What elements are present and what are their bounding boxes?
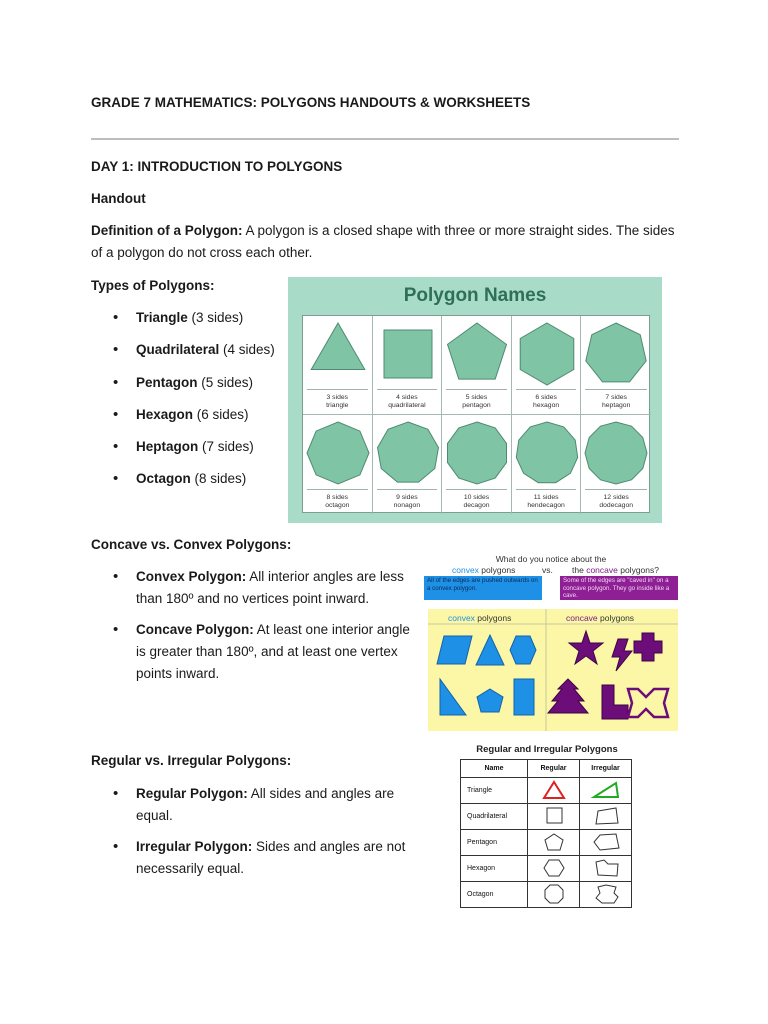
convex-rectangle [514, 679, 534, 715]
list-item: • Triangle (3 sides) [91, 307, 291, 329]
table-row: Hexagon [461, 856, 632, 882]
list-item: • Pentagon (5 sides) [91, 372, 291, 394]
irregular-triangle-shape [590, 779, 622, 801]
concave-convex-heading: Concave vs. Convex Polygons: [91, 537, 292, 552]
octagon-shape [303, 415, 373, 487]
concave-bowtie [628, 689, 668, 717]
polygon-sides-label: 5 sides [465, 394, 488, 401]
polygon-caption [581, 494, 651, 510]
dodecagon-polygon [585, 422, 647, 484]
polygon-name-label: hexagon [533, 402, 560, 409]
irregular-quadrilateral-shape [590, 805, 622, 827]
regular-irregular-heading: Regular vs. Irregular Polygons: [91, 753, 292, 768]
caption-divider [446, 489, 507, 490]
regular-octagon-shape [540, 883, 568, 905]
concave-convex-list [91, 566, 421, 685]
regular-pentagon-shape [540, 831, 568, 853]
figure-question-concave: the concave polygons? [572, 565, 659, 575]
list-item: • Octagon (8 sides) [91, 468, 291, 490]
concave-panel-header: concave polygons [566, 613, 635, 623]
table-row: Pentagon [461, 830, 632, 856]
polygon-cell-dodecagon [581, 415, 651, 514]
caption-divider [585, 389, 647, 390]
table-row: Octagon [461, 882, 632, 908]
convex-concave-figure [424, 552, 678, 734]
polygon-cell-triangle [303, 316, 373, 415]
caption-divider [516, 489, 577, 490]
polygon-sides-label: 8 sides [326, 494, 349, 501]
triangle-polygon [311, 323, 365, 370]
polygon-sides-label: 10 sides [463, 494, 490, 501]
polygon-name-label: hendecagon [527, 502, 565, 509]
caption-divider [377, 389, 438, 390]
table-header: Irregular [580, 760, 632, 778]
polygon-sides-label: 12 sides [603, 494, 629, 501]
decagon-polygon [448, 422, 507, 484]
types-heading: Types of Polygons: [91, 278, 215, 293]
polygon-cell-hendecagon [512, 415, 582, 514]
convex-hexagon [510, 636, 536, 664]
day1-heading: DAY 1: INTRODUCTION TO POLYGONS [91, 159, 343, 174]
polygon-caption [303, 394, 372, 410]
definition-text: A polygon is a closed shape with three or more straight sides. The sides of a polygon do not cross each other. [91, 223, 675, 260]
definition-label: Definition of a Polygon: [91, 223, 243, 238]
convex-parallelogram [437, 636, 472, 664]
regular-irregular-list [91, 783, 431, 880]
polygon-cell-decagon [442, 415, 512, 514]
polygon-sides-label: 6 sides [535, 394, 557, 401]
table-header: Name [461, 760, 528, 778]
table-header: Regular [528, 760, 580, 778]
pentagon-shape [442, 316, 512, 388]
title-divider [91, 138, 679, 140]
regular-irregular-title: Regular and Irregular Polygons [476, 744, 618, 755]
document-title: GRADE 7 MATHEMATICS: POLYGONS HANDOUTS & WORKSHEETS [91, 95, 531, 110]
polygon-sides-label: 3 sides [326, 394, 349, 401]
concave-note: Some of the edges are "caved in" on a concave polygon. They go inside like a cave. [560, 576, 678, 600]
concave-l-shape [602, 685, 628, 719]
convex-concave-shapes [428, 609, 678, 731]
hendecagon-polygon [516, 422, 577, 483]
polygon-name-label: heptagon [602, 402, 631, 409]
polygon-cell-heptagon [581, 316, 651, 415]
decagon-shape [442, 415, 512, 487]
concave-cross [634, 633, 662, 661]
polygon-caption [373, 494, 442, 510]
octagon-polygon [307, 422, 369, 484]
regular-irregular-figure [458, 744, 636, 914]
caption-divider [307, 389, 368, 390]
list-item: • Convex Polygon: All interior angles are less than 180º and no vertices point inward. [91, 566, 421, 610]
triangle-shape [303, 316, 373, 388]
list-item: • Regular Polygon: All sides and angles are equal. [91, 783, 431, 827]
figure-question: What do you notice about the [495, 554, 607, 564]
hendecagon-shape [512, 415, 582, 487]
polygon-caption [442, 394, 511, 410]
list-item: • Heptagon (7 sides) [91, 436, 291, 458]
definition-paragraph [91, 220, 681, 264]
polygon-sides-label: 11 sides [533, 494, 559, 501]
polygon-name-label: decagon [463, 502, 490, 509]
polygon-name-label: dodecagon [599, 502, 633, 509]
polygon-cell-pentagon [442, 316, 512, 415]
nonagon-polygon [377, 422, 438, 482]
convex-pentagon [477, 689, 503, 712]
heptagon-shape [581, 316, 651, 388]
caption-divider [516, 389, 577, 390]
list-item: • Concave Polygon: At least one interior angle is greater than 180º, and at least one vertex points inward. [91, 619, 421, 685]
convex-triangle [476, 635, 504, 665]
quadrilateral-shape [373, 316, 443, 388]
polygon-caption [581, 394, 651, 410]
concave-tree [548, 679, 588, 713]
caption-divider [307, 489, 368, 490]
irregular-hexagon-shape [590, 857, 622, 879]
polygon-name-label: pentagon [462, 402, 491, 409]
caption-divider [377, 489, 438, 490]
polygon-sides-label: 7 sides [605, 394, 627, 401]
regular-hexagon-shape [540, 857, 568, 879]
regular-triangle-shape [540, 779, 568, 801]
regular-irregular-table [460, 759, 632, 908]
concave-lightning [612, 639, 632, 671]
polygon-names-figure [288, 277, 662, 523]
polygon-name-label: quadrilateral [388, 402, 426, 409]
irregular-pentagon-shape [590, 831, 622, 853]
hexagon-polygon [520, 323, 574, 385]
polygon-names-grid [302, 315, 650, 513]
list-item: • Hexagon (6 sides) [91, 404, 291, 426]
dodecagon-shape [581, 415, 651, 487]
list-item: • Irregular Polygon: Sides and angles are not necessarily equal. [91, 836, 431, 880]
types-list [91, 307, 291, 490]
polygon-caption [373, 394, 442, 410]
polygon-name-label: nonagon [393, 502, 421, 509]
regular-square-shape [540, 805, 568, 827]
nonagon-shape [373, 415, 443, 487]
polygon-caption [303, 494, 372, 510]
polygon-cell-hexagon [512, 316, 582, 415]
convex-right-triangle [440, 679, 466, 715]
figure-question-convex: convex polygons [452, 565, 516, 575]
polygon-caption [512, 394, 581, 410]
pentagon-polygon [448, 323, 507, 379]
polygon-cell-octagon [303, 415, 373, 514]
heptagon-polygon [586, 323, 646, 382]
caption-divider [585, 489, 647, 490]
polygon-cell-nonagon [373, 415, 443, 514]
polygon-name-label: triangle [326, 402, 349, 409]
table-row: Quadrilateral [461, 804, 632, 830]
shape-panel [428, 609, 678, 731]
polygon-caption [512, 494, 581, 510]
convex-panel-header: convex polygons [448, 613, 512, 623]
caption-divider [446, 389, 507, 390]
polygon-caption [442, 494, 511, 510]
concave-star [569, 631, 603, 664]
polygon-cell-quadrilateral [373, 316, 443, 415]
figure-question-vs: vs. [542, 565, 553, 575]
handout-heading: Handout [91, 191, 146, 206]
quadrilateral-polygon [384, 330, 432, 378]
hexagon-shape [512, 316, 582, 388]
polygon-name-label: octagon [325, 502, 350, 509]
convex-note: All of the edges are pushed outwards on a convex polygon. [424, 576, 542, 600]
irregular-octagon-shape [590, 883, 622, 905]
list-item: • Quadrilateral (4 sides) [91, 339, 291, 361]
table-row: Triangle [461, 778, 632, 804]
polygon-names-title: Polygon Names [403, 285, 547, 306]
polygon-sides-label: 9 sides [396, 494, 418, 501]
polygon-sides-label: 4 sides [396, 394, 418, 401]
